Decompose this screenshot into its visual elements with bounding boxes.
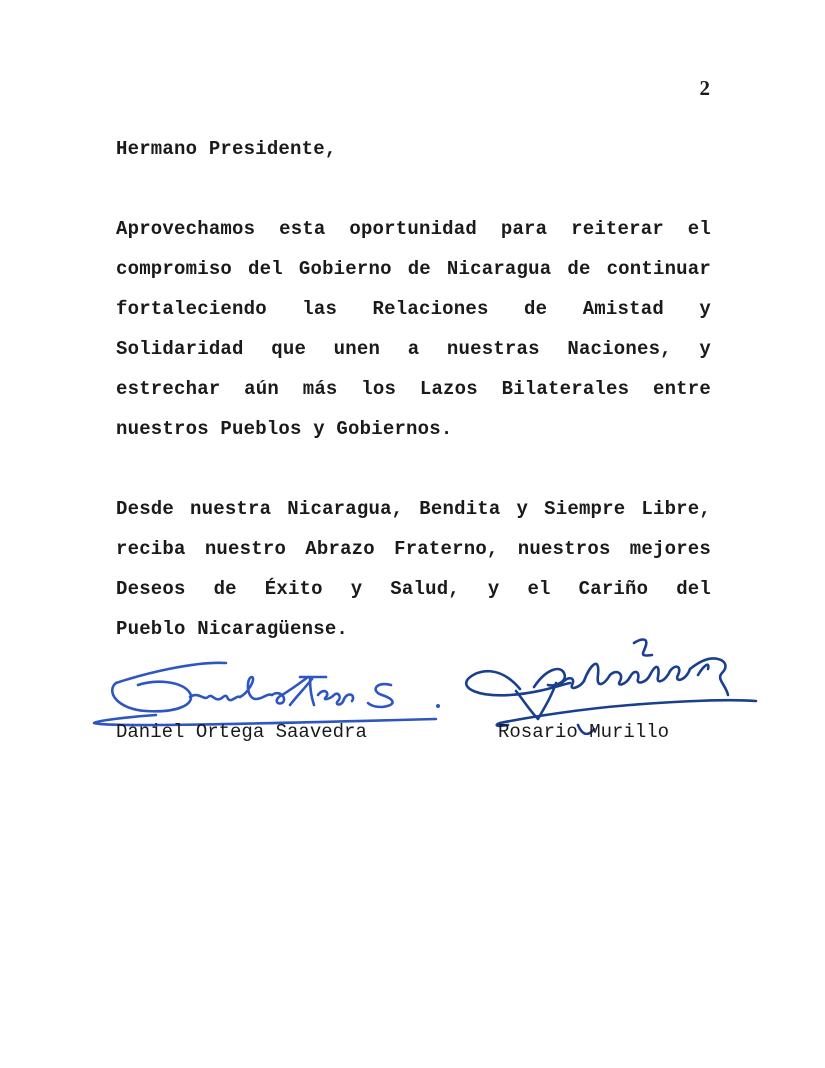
signatory-name-ortega: Daniel Ortega Saavedra: [116, 721, 367, 743]
signature-ortega-icon: [86, 643, 456, 728]
paragraph-line: fortaleciendo las Relaciones de Amistad y: [116, 298, 711, 320]
signature-murillo-icon: [460, 625, 760, 735]
page-number: 2: [699, 76, 710, 100]
signatory-name-murillo: Rosario Murillo: [498, 721, 670, 743]
paragraph-line: Pueblo Nicaragüense.: [116, 618, 349, 640]
paragraph-line: Solidaridad que unen a nuestras Naciones, y: [116, 338, 711, 360]
paragraph-line: Aprovechamos esta oportunidad para reiterar el: [116, 218, 711, 240]
signature-block: [80, 625, 780, 765]
paragraph-line: compromiso del Gobierno de Nicaragua de continuar: [116, 258, 711, 280]
paragraph-line: nuestros Pueblos y Gobiernos.: [116, 418, 453, 440]
paragraph-line: reciba nuestro Abrazo Fraterno, nuestros mejores: [116, 538, 711, 560]
paragraph-line: Deseos de Éxito y Salud, y el Cariño del: [116, 578, 711, 600]
paragraph-line: estrechar aún más los Lazos Bilaterales entre: [116, 378, 711, 400]
paragraph-line: Desde nuestra Nicaragua, Bendita y Siempre Libre,: [116, 498, 711, 520]
paragraph-1: [116, 209, 711, 449]
salutation: Hermano Presidente,: [116, 138, 337, 160]
